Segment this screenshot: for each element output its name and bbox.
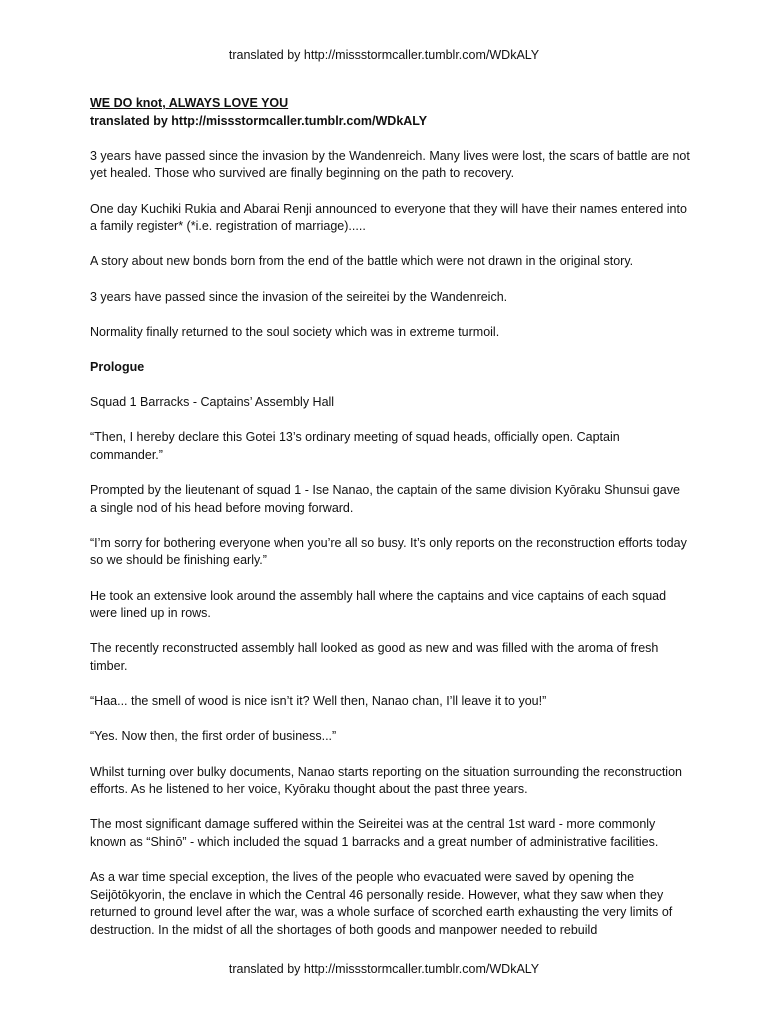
paragraph: Whilst turning over bulky documents, Nanao starts reporting on the situation surrounding the reconstruction efforts. As he listened to her voice, Kyōraku thought about the past three years. <box>90 764 682 797</box>
paragraph: Normality finally returned to the soul society which was in extreme turmoil. <box>90 324 500 339</box>
paragraph: “I’m sorry for bothering everyone when you’re all so busy. It’s only reports on the reconstruction efforts today so we should be finishing early.” <box>90 535 687 568</box>
paragraph: “Haa... the smell of wood is nice isn’t it? Well then, Nanao chan, I’ll leave it to you!” <box>90 694 547 709</box>
page-footer: translated by http://missstormcaller.tumblr.com/WDkALY <box>228 962 540 976</box>
title-block <box>90 95 690 130</box>
paragraph: 3 years have passed since the invasion by the Wandenreich. Many lives were lost, the scars of battle are not yet healed. Those who survived are finally beginning on the path to recovery. <box>90 148 690 181</box>
paragraph: “Then, I hereby declare this Gotei 13’s ordinary meeting of squad heads, officially open. Captain commander.” <box>90 430 620 462</box>
paragraph: The most significant damage suffered within the Seireitei was at the central 1st ward - more commonly known as “Shinō” - which included the squad 1 barracks and a great number of administrative facilities. <box>90 817 659 849</box>
paragraph: The recently reconstructed assembly hall looked as good as new and was filled with the aroma of fresh timber. <box>90 641 659 673</box>
paragraph: As a war time special exception, the lives of the people who evacuated were saved by opening the Seijōtōkyorin, the enclave in which the Central 46 personally reside. However, what they saw when they returned to ground level after the war, was a whole surface of scorched earth exhausting the very limits of destruction. In the midst of all the shortages of both goods and manpower needed to rebuild <box>90 870 673 937</box>
document-byline: translated by http://missstormcaller.tumblr.com/WDkALY <box>90 113 428 128</box>
document-title: WE DO knot, ALWAYS LOVE YOU <box>90 96 289 110</box>
scene-heading: Squad 1 Barracks - Captains’ Assembly Hall <box>90 395 335 410</box>
paragraph: One day Kuchiki Rukia and Abarai Renji announced to everyone that they will have their names entered into a family register* (*i.e. registration of marriage)..... <box>90 201 687 234</box>
paragraph: 3 years have passed since the invasion of the seireitei by the Wandenreich. <box>90 289 508 304</box>
paragraph: He took an extensive look around the assembly hall where the captains and vice captains of each squad were lined up in rows. <box>90 588 667 621</box>
section-heading: Prologue <box>90 359 145 374</box>
document-body <box>90 95 690 957</box>
page-header: translated by http://missstormcaller.tumblr.com/WDkALY <box>228 48 540 62</box>
paragraph: “Yes. Now then, the first order of business...” <box>90 729 337 744</box>
paragraph: Prompted by the lieutenant of squad 1 - Ise Nanao, the captain of the same division Kyōraku Shunsui gave a single nod of his head before moving forward. <box>90 483 680 515</box>
paragraph: A story about new bonds born from the end of the battle which were not drawn in the original story. <box>90 254 634 269</box>
